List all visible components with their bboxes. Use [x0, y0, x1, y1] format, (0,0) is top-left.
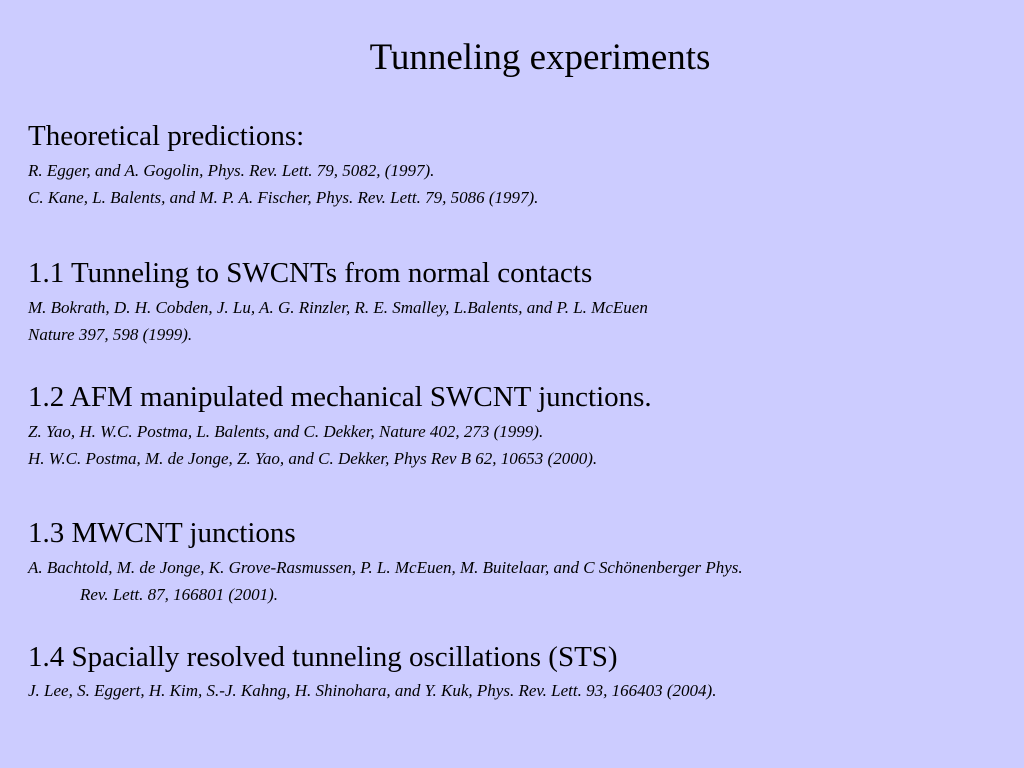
reference-yao-postma: Z. Yao, H. W.C. Postma, L. Balents, and C. Dekker, Nature 402, 273 (1999). [28, 422, 544, 441]
reference-bokrath-journal: Nature 397, 598 (1999). [28, 325, 193, 344]
reference-bachtold-authors: A. Bachtold, M. de Jonge, K. Grove-Rasmussen, P. L. McEuen, M. Buitelaar, and C Schönenberger Phys. [28, 558, 743, 577]
reference-postma-de-jonge: H. W.C. Postma, M. de Jonge, Z. Yao, and C. Dekker, Phys Rev B 62, 10653 (2000). [28, 449, 598, 468]
reference-bachtold-journal: Rev. Lett. 87, 166801 (2001). [80, 585, 278, 604]
reference-lee-eggert: J. Lee, S. Eggert, H. Kim, S.-J. Kahng, H. Shinohara, and Y. Kuk, Phys. Rev. Lett. 93, 166403 (2004). [28, 681, 717, 700]
reference-egger-gogolin: R. Egger, and A. Gogolin, Phys. Rev. Lett. 79, 5082, (1997). [28, 161, 435, 180]
section-heading-swcnt-normal-contacts: 1.1 Tunneling to SWCNTs from normal contacts [28, 257, 593, 289]
section-heading-mwcnt-junctions: 1.3 MWCNT junctions [28, 517, 296, 549]
reference-kane-balents-fischer: C. Kane, L. Balents, and M. P. A. Fischer, Phys. Rev. Lett. 79, 5086 (1997). [28, 188, 539, 207]
section-heading-theoretical-predictions: Theoretical predictions: [28, 120, 305, 152]
section-heading-sts: 1.4 Spacially resolved tunneling oscillations (STS) [28, 641, 618, 673]
reference-bokrath-authors: M. Bokrath, D. H. Cobden, J. Lu, A. G. Rinzler, R. E. Smalley, L.Balents, and P. L. McEuen [28, 298, 648, 317]
section-heading-afm-junctions: 1.2 AFM manipulated mechanical SWCNT junctions. [28, 381, 652, 413]
slide-title: Tunneling experiments [369, 37, 711, 78]
